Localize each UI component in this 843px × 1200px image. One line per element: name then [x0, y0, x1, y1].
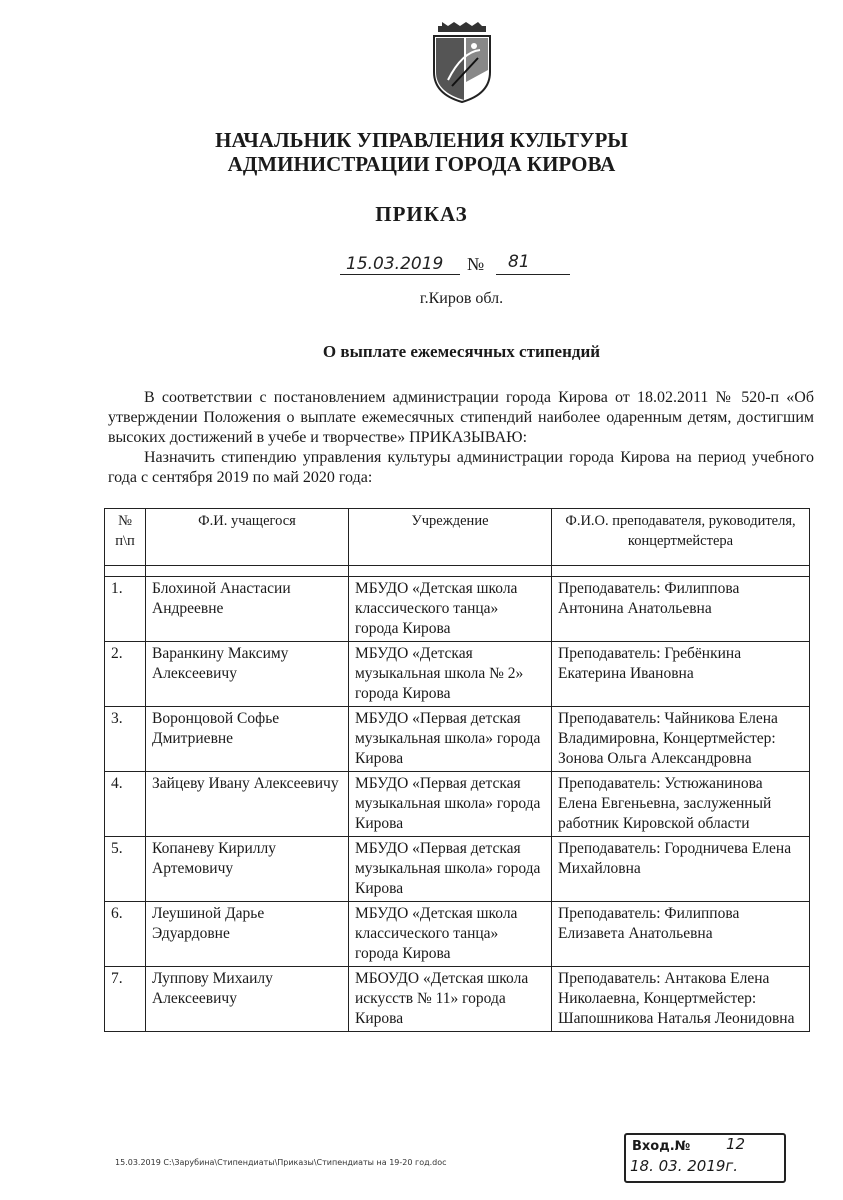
stipend-table: [104, 508, 810, 1032]
row-num: 7.: [105, 967, 146, 1032]
table-row: [105, 642, 810, 707]
table-header-row: [105, 509, 810, 566]
order-number-label: №: [467, 254, 485, 274]
row-student: Леушиной Дарье Эдуардовне: [146, 902, 349, 967]
row-num: 4.: [105, 772, 146, 837]
order-number: 81: [508, 252, 530, 272]
row-institution: МБУДО «Детская музыкальная школа № 2» города Кирова: [349, 642, 552, 707]
date-underline: [340, 274, 460, 275]
table-row: [105, 707, 810, 772]
row-teacher: Преподаватель: Гребёнкина Екатерина Ивановна: [552, 642, 810, 707]
table-row: [105, 772, 810, 837]
row-institution: МБУДО «Первая детская музыкальная школа» города Кирова: [349, 707, 552, 772]
order-date-number-line: [340, 252, 580, 276]
row-student: Воронцовой Софье Дмитриевне: [146, 707, 349, 772]
row-teacher: Преподаватель: Устюжанинова Елена Евгеньевна, заслуженный работник Кировской области: [552, 772, 810, 837]
order-subject: О выплате ежемесячных стипендий: [322, 342, 601, 361]
row-institution: МБОУДО «Детская школа искусств № 11» города Кирова: [349, 967, 552, 1032]
table-row: [105, 967, 810, 1032]
row-num: 6.: [105, 902, 146, 967]
row-teacher: Преподаватель: Филиппова Елизавета Анатольевна: [552, 902, 810, 967]
order-city: г.Киров обл.: [419, 290, 504, 307]
row-num: 1.: [105, 577, 146, 642]
header-student: Ф.И. учащегося: [146, 509, 349, 566]
row-institution: МБУДО «Детская школа классического танца» города Кирова: [349, 577, 552, 642]
row-student: Зайцеву Ивану Алексеевичу: [146, 772, 349, 837]
row-student: Копаневу Кириллу Артемовичу: [146, 837, 349, 902]
row-teacher: Преподаватель: Антакова Елена Николаевна, Концертмейстер: Шапошникова Наталья Леонидовна: [552, 967, 810, 1032]
row-institution: МБУДО «Первая детская музыкальная школа» города Кирова: [349, 837, 552, 902]
stamp-date: 18. 03. 2019г.: [630, 1157, 739, 1175]
number-underline: [496, 274, 570, 275]
order-date: 15.03.2019: [346, 254, 444, 274]
paragraph-appoint: Назначить стипендию управления культуры администрации города Кирова на период учебного года с сентября 2019 по май 2020 года:: [108, 449, 814, 486]
row-teacher: Преподаватель: Филиппова Антонина Анатольевна: [552, 577, 810, 642]
row-num: 2.: [105, 642, 146, 707]
row-student: Блохиной Анастасии Андреевне: [146, 577, 349, 642]
header-line-1: НАЧАЛЬНИК УПРАВЛЕНИЯ КУЛЬТУРЫ: [215, 128, 628, 152]
row-institution: МБУДО «Детская школа классического танца» города Кирова: [349, 902, 552, 967]
row-institution: МБУДО «Первая детская музыкальная школа» города Кирова: [349, 772, 552, 837]
header-teacher: Ф.И.О. преподавателя, руководителя, концертмейстера: [552, 509, 810, 566]
stamp-label: Вход.№: [632, 1139, 691, 1154]
incoming-stamp: [624, 1133, 786, 1183]
file-path-footer: 15.03.2019 C:\Зарубина\Стипендиаты\Приказы\Стипендиаты на 19-20 год.doc: [115, 1158, 447, 1167]
order-title: ПРИКАЗ: [375, 202, 468, 226]
stamp-number: 12: [726, 1135, 746, 1153]
table-row: [105, 577, 810, 642]
row-teacher: Преподаватель: Чайникова Елена Владимировна, Концертмейстер: Зонова Ольга Александровна: [552, 707, 810, 772]
header-num: № п\п: [105, 509, 146, 566]
coat-of-arms-emblem: [428, 22, 496, 104]
table-row: [105, 902, 810, 967]
header-line-2: АДМИНИСТРАЦИИ ГОРОДА КИРОВА: [227, 152, 616, 176]
row-student: Варанкину Максиму Алексеевичу: [146, 642, 349, 707]
table-spacer-row: [105, 566, 810, 577]
paragraph-basis: В соответствии с постановлением администрации города Кирова от 18.02.2011 № 520-п «Об утверждении Положения о выплате ежемесячных стипендий наиболее одаренным детям, достигшим высоких достижений в учебе и творчестве» ПРИКАЗЫВАЮ:: [108, 389, 814, 446]
row-student: Луппову Михаилу Алексеевичу: [146, 967, 349, 1032]
row-num: 3.: [105, 707, 146, 772]
row-num: 5.: [105, 837, 146, 902]
row-teacher: Преподаватель: Городничева Елена Михайловна: [552, 837, 810, 902]
table-row: [105, 837, 810, 902]
header-institution: Учреждение: [349, 509, 552, 566]
